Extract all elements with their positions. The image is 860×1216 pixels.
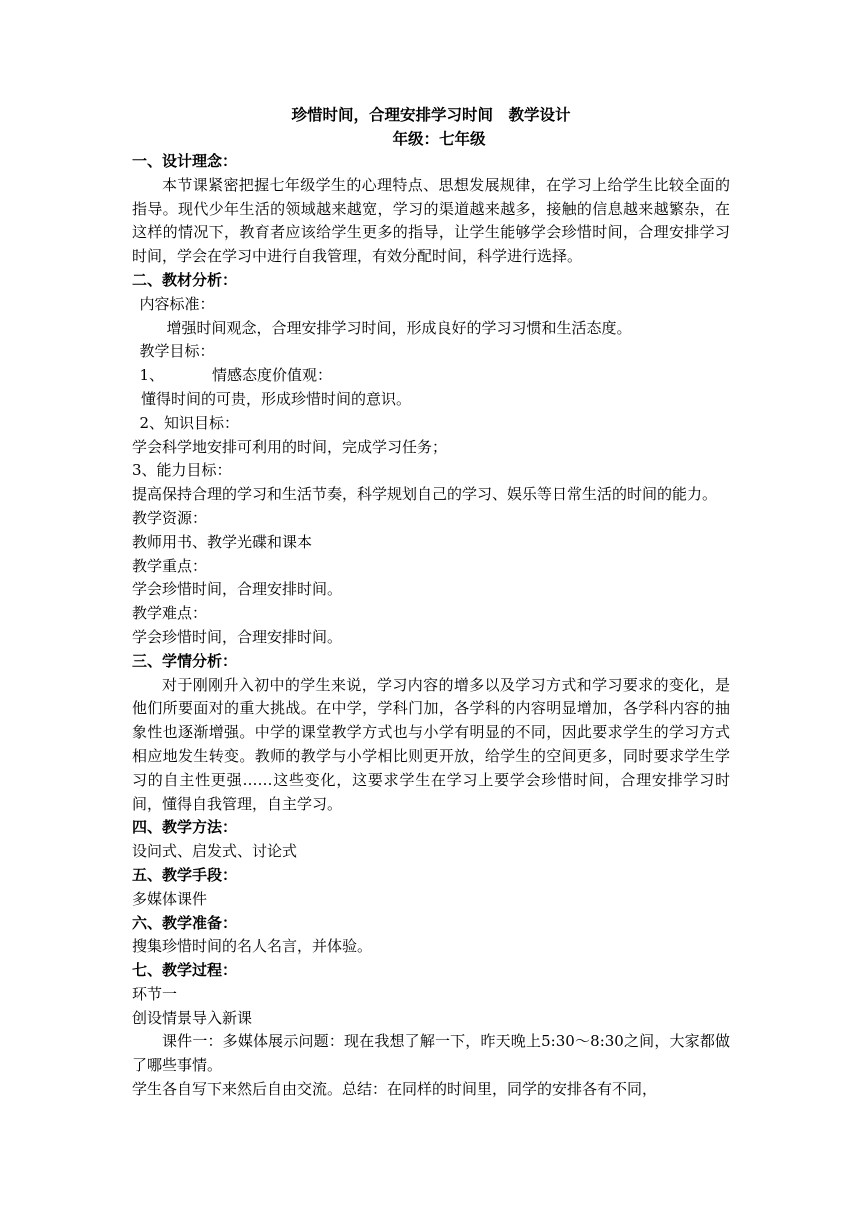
key-point-text: 学会珍惜时间，合理安排时间。 bbox=[132, 580, 343, 599]
content-standard-label: 内容标准： bbox=[139, 294, 215, 313]
section-5-heading: 五、教学手段： bbox=[132, 865, 238, 884]
step-title: 创设情景导入新课 bbox=[132, 1008, 253, 1027]
grade-line: 年级：七年级 bbox=[392, 129, 486, 148]
goal-3-label: 3、能力目标： bbox=[132, 461, 232, 480]
goal-1-line bbox=[132, 364, 730, 388]
goal-2-label: 2、知识目标： bbox=[139, 413, 240, 432]
section-3-heading: 三、学情分析： bbox=[132, 651, 238, 670]
goal-1-label: 情感态度价值观： bbox=[212, 366, 333, 385]
section-4-text: 设问式、启发式、讨论式 bbox=[132, 842, 298, 861]
section-6-text: 搜集珍惜时间的名人名言，并体验。 bbox=[132, 937, 373, 956]
goal-3-text: 提高保持合理的学习和生活节奏，科学规划自己的学习、娱乐等日常生活的时间的能力。 bbox=[132, 485, 718, 504]
section-6-heading: 六、教学准备： bbox=[132, 913, 238, 932]
resource-label: 教学资源： bbox=[132, 508, 208, 527]
section-3-text: 对于刚刚升入初中的学生来说，学习内容的增多以及学习方式和学习要求的变化，是他们所要面对的重大挑战。在中学，学科门加，各学科的内容明显增加，各学科内容的抽象性也逐渐增强。中学的课堂教学方式也与小学有明显的不同，因此要求学生的学习方式相应地发生转变。教师的教学与小学相比则更开放，给学生的空间更多，同时要求学生学习的自主性更强……这些变化，这要求学生在学习上要学会珍惜时间，合理安排学习时间，懂得自我管理，自主学习。 bbox=[132, 675, 730, 813]
goal-2-text: 学会科学地安排可利用的时间，完成学习任务； bbox=[132, 437, 448, 456]
goal-1-number: 1、 bbox=[139, 366, 165, 385]
difficulty-label: 教学难点： bbox=[132, 604, 208, 623]
section-2-heading: 二、教材分析： bbox=[132, 270, 238, 289]
key-point-label: 教学重点： bbox=[132, 556, 208, 575]
teaching-goal-label: 教学目标： bbox=[139, 342, 215, 361]
section-1-heading: 一、设计理念： bbox=[132, 152, 238, 170]
document-title: 珍惜时间，合理安排学习时间 教学设计 bbox=[291, 105, 571, 124]
summary-text: 学生各自写下来然后自由交流。总结：在同样的时间里，同学的安排各有不同， bbox=[132, 1080, 658, 1099]
content-standard-text: 增强时间观念，合理安排学习时间，形成良好的学习习惯和生活态度。 bbox=[166, 318, 632, 337]
difficulty-text: 学会珍惜时间，合理安排时间。 bbox=[132, 627, 343, 646]
section-7-heading: 七、教学过程： bbox=[132, 961, 238, 980]
section-5-text: 多媒体课件 bbox=[132, 889, 208, 908]
resource-text: 教师用书、教学光碟和课本 bbox=[132, 532, 313, 551]
section-1-text: 本节课紧密把握七年级学生的心理特点、思想发展规律，在学习上给学生比较全面的指导。现代少年生活的领域越来越宽，学习的渠道越来越多，接触的信息越来越繁杂，在这样的情况下，教育者应该给学生更多的指导，让学生能够学会珍惜时间，合理安排学习时间，学会在学习中进行自我管理，有效分配时间，科学进行选择。 bbox=[132, 175, 730, 266]
step-label: 环节一 bbox=[132, 984, 178, 1003]
section-4-heading: 四、教学方法： bbox=[132, 818, 238, 837]
document-page bbox=[132, 102, 730, 1102]
courseware-text: 课件一：多媒体展示问题：现在我想了解一下，昨天晚上5:30～8:30之间，大家都做了哪些事情。 bbox=[132, 1032, 730, 1075]
goal-1-text: 懂得时间的可贵，形成珍惜时间的意识。 bbox=[141, 389, 412, 408]
